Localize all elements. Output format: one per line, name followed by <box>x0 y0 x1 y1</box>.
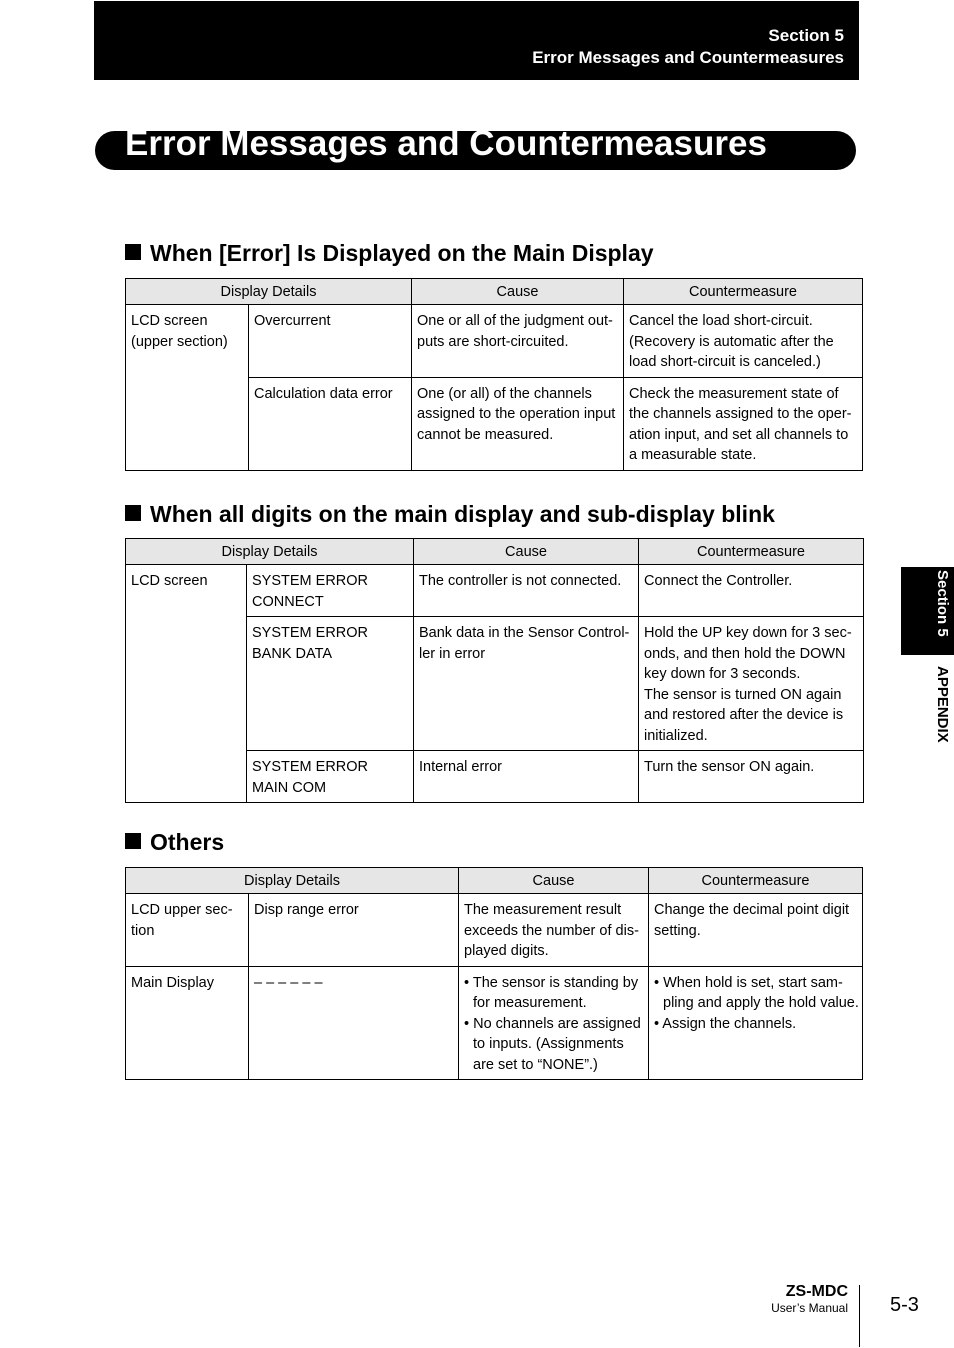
side-tab-section: Section 5 <box>934 570 951 637</box>
others-table <box>125 867 863 1080</box>
section-heading-blink <box>125 501 775 528</box>
page-number: 5-3 <box>890 1294 919 1316</box>
table-cell: LCD screen (upper section) <box>126 305 249 471</box>
side-tab-text <box>903 570 951 770</box>
table-cell: SYSTEM ERROR BANK DATA <box>247 617 414 751</box>
table-cell: Cancel the load short-circuit. (Recovery is automatic after the load short-circuit is canceled.) <box>624 305 863 378</box>
blink-table <box>125 538 864 803</box>
column-header: Display Details <box>126 868 459 894</box>
table-cell: Overcurrent <box>249 305 412 378</box>
table-cell: Connect the Controller. <box>639 565 864 617</box>
table-cell-bullets <box>459 966 649 1080</box>
footer-manual: User’s Manual <box>771 1301 848 1315</box>
table-cell: Internal error <box>414 751 639 803</box>
table-row <box>126 966 863 1080</box>
table-cell: Main Display <box>126 966 249 1080</box>
table-cell: Check the measurement state of the channels assigned to the oper- ation input, and set all channels to a measurable state. <box>624 377 863 470</box>
square-bullet-icon <box>125 505 141 521</box>
column-header: Countermeasure <box>639 539 864 565</box>
column-header: Display Details <box>126 539 414 565</box>
table-cell: Turn the sensor ON again. <box>639 751 864 803</box>
table-cell: Calculation data error <box>249 377 412 470</box>
page-header <box>94 1 859 80</box>
header-section: Section 5 <box>768 26 844 45</box>
table-cell: The measurement result exceeds the number of dis- played digits. <box>459 894 649 967</box>
section-heading-text: Others <box>150 829 225 855</box>
table-row <box>126 305 863 378</box>
table-cell: Hold the UP key down for 3 sec- onds, and then hold the DOWN key down for 3 seconds. The sensor is turned ON again and restored after the device is initialized. <box>639 617 864 751</box>
bullet-item: • No channels are assigned to inputs. (Assignments are set to “NONE”.) <box>464 1015 641 1073</box>
square-bullet-icon <box>125 833 141 849</box>
table-cell: Bank data in the Sensor Control- ler in error <box>414 617 639 751</box>
table-cell: SYSTEM ERROR CONNECT <box>247 565 414 617</box>
table-cell: – – – – – – <box>249 966 459 1080</box>
table-row <box>126 565 864 617</box>
bullet-item: • When hold is set, start sam-pling and apply the hold value. <box>654 974 859 1011</box>
column-header: Countermeasure <box>624 279 863 305</box>
bullet-item: • Assign the channels. <box>654 1015 797 1032</box>
table-cell: Disp range error <box>249 894 459 967</box>
square-bullet-icon <box>125 244 141 260</box>
section-heading-others <box>125 829 224 856</box>
column-header: Cause <box>459 868 649 894</box>
table-cell: One or all of the judgment out- puts are short-circuited. <box>412 305 624 378</box>
bullet-item: • The sensor is standing by for measurement. <box>464 974 639 1011</box>
page-title-bar <box>95 124 856 170</box>
section-heading-text: When all digits on the main display and sub-display blink <box>150 501 775 527</box>
error-main-table <box>125 278 863 471</box>
table-cell: Change the decimal point digit setting. <box>649 894 863 967</box>
table-header-row <box>126 868 863 894</box>
footer-product: ZS-MDC <box>785 1283 848 1300</box>
table-cell: The controller is not connected. <box>414 565 639 617</box>
table-row <box>126 894 863 967</box>
page-title: Error Messages and Countermeasures <box>125 124 767 163</box>
column-header: Cause <box>414 539 639 565</box>
footer-divider <box>859 1285 860 1347</box>
table-cell: LCD upper sec- tion <box>126 894 249 967</box>
table-cell: One (or all) of the channels assigned to the operation input cannot be measured. <box>412 377 624 470</box>
side-tab-label: APPENDIX <box>934 666 951 743</box>
column-header: Countermeasure <box>649 868 863 894</box>
table-cell-bullets <box>649 966 863 1080</box>
table-header-row <box>126 539 864 565</box>
header-subtitle: Error Messages and Countermeasures <box>532 48 844 67</box>
column-header: Display Details <box>126 279 412 305</box>
section-heading-error-main <box>125 240 654 267</box>
table-cell: LCD screen <box>126 565 247 803</box>
table-cell: SYSTEM ERROR MAIN COM <box>247 751 414 803</box>
section-heading-text: When [Error] Is Displayed on the Main Display <box>150 240 654 266</box>
column-header: Cause <box>412 279 624 305</box>
table-header-row <box>126 279 863 305</box>
